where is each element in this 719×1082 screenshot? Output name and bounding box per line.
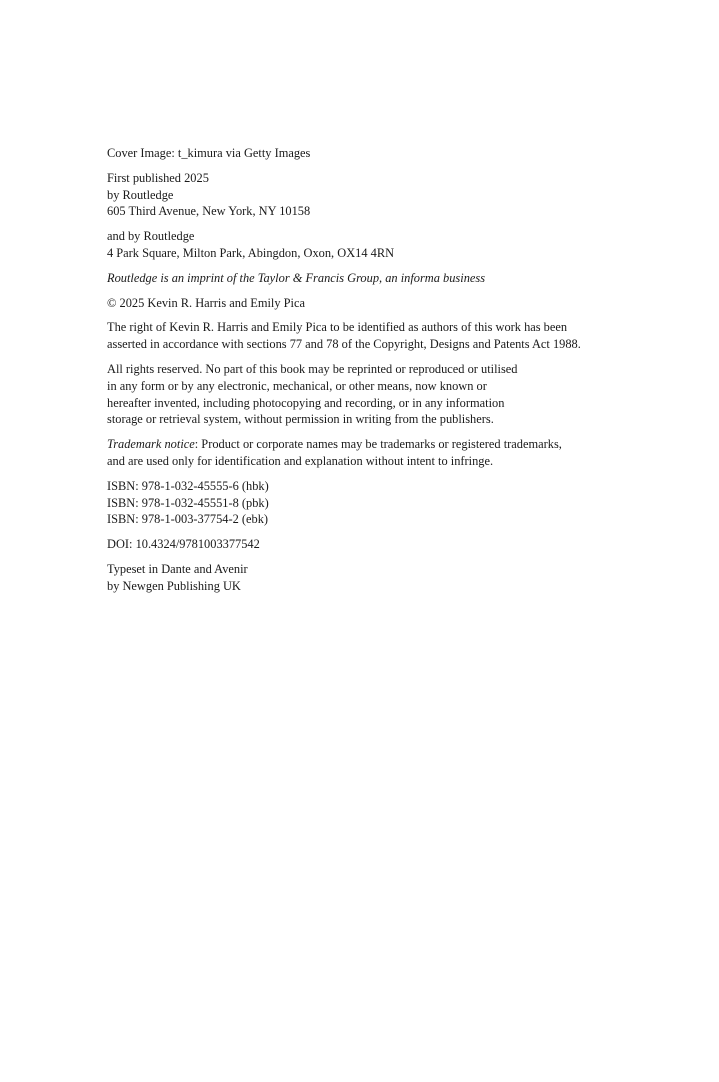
isbn-ebk: ISBN: 978-1-003-37754-2 (ebk) (107, 512, 269, 527)
trademark-label: Trademark notice (107, 437, 195, 452)
imprint-statement (107, 270, 667, 287)
isbn-block (107, 478, 667, 528)
rights-reserved-line: All rights reserved. No part of this book may be reprinted or reproduced or utilised (107, 361, 518, 376)
trademark-text: : Product or corporate names may be trademarks or registered trademarks, (194, 437, 562, 452)
trademark-line: and are used only for identification and explanation without intent to infringe. (107, 453, 494, 468)
cover-image-credit (107, 145, 667, 162)
moral-rights-line: The right of Kevin R. Harris and Emily Pica to be identified as authors of this work has been (107, 320, 568, 335)
typesetter-line: by Newgen Publishing UK (107, 578, 241, 593)
isbn-pbk: ISBN: 978-1-032-45551-8 (pbk) (107, 495, 269, 510)
first-published-line: First published 2025 (107, 170, 209, 185)
publisher-name-line: by Routledge (107, 187, 174, 202)
trademark-line (107, 436, 667, 453)
uk-address-line: 4 Park Square, Milton Park, Abingdon, Oxon, OX14 4RN (107, 245, 395, 260)
copyright-line: © 2025 Kevin R. Harris and Emily Pica (107, 295, 305, 310)
isbn-hbk: ISBN: 978-1-032-45555-6 (hbk) (107, 478, 269, 493)
rights-reserved-line: storage or retrieval system, without permission in writing from the publishers. (107, 412, 494, 427)
cover-image-line: Cover Image: t_kimura via Getty Images (107, 146, 311, 160)
publisher-address-line: 605 Third Avenue, New York, NY 10158 (107, 204, 311, 219)
typeset-font-line: Typeset in Dante and Avenir (107, 561, 248, 576)
also-published-block (107, 228, 667, 262)
rights-reserved-line: in any form or by any electronic, mechanical, or other means, now known or (107, 378, 487, 393)
trademark-notice (107, 436, 667, 470)
copyright-page (107, 145, 667, 603)
imprint-line: Routledge is an imprint of the Taylor & Francis Group, an informa business (107, 270, 486, 285)
doi-line: DOI: 10.4324/9781003377542 (107, 537, 260, 552)
rights-reserved-paragraph (107, 361, 667, 428)
rights-reserved-line: hereafter invented, including photocopying and recording, or in any information (107, 395, 505, 410)
typeset-block (107, 561, 667, 595)
also-published-line: and by Routledge (107, 229, 195, 244)
doi-block (107, 536, 667, 553)
first-published-block (107, 170, 667, 220)
moral-rights-line: asserted in accordance with sections 77 and 78 of the Copyright, Designs and Patents Act 1988. (107, 337, 581, 352)
moral-rights-paragraph (107, 319, 667, 353)
copyright-notice (107, 295, 667, 312)
